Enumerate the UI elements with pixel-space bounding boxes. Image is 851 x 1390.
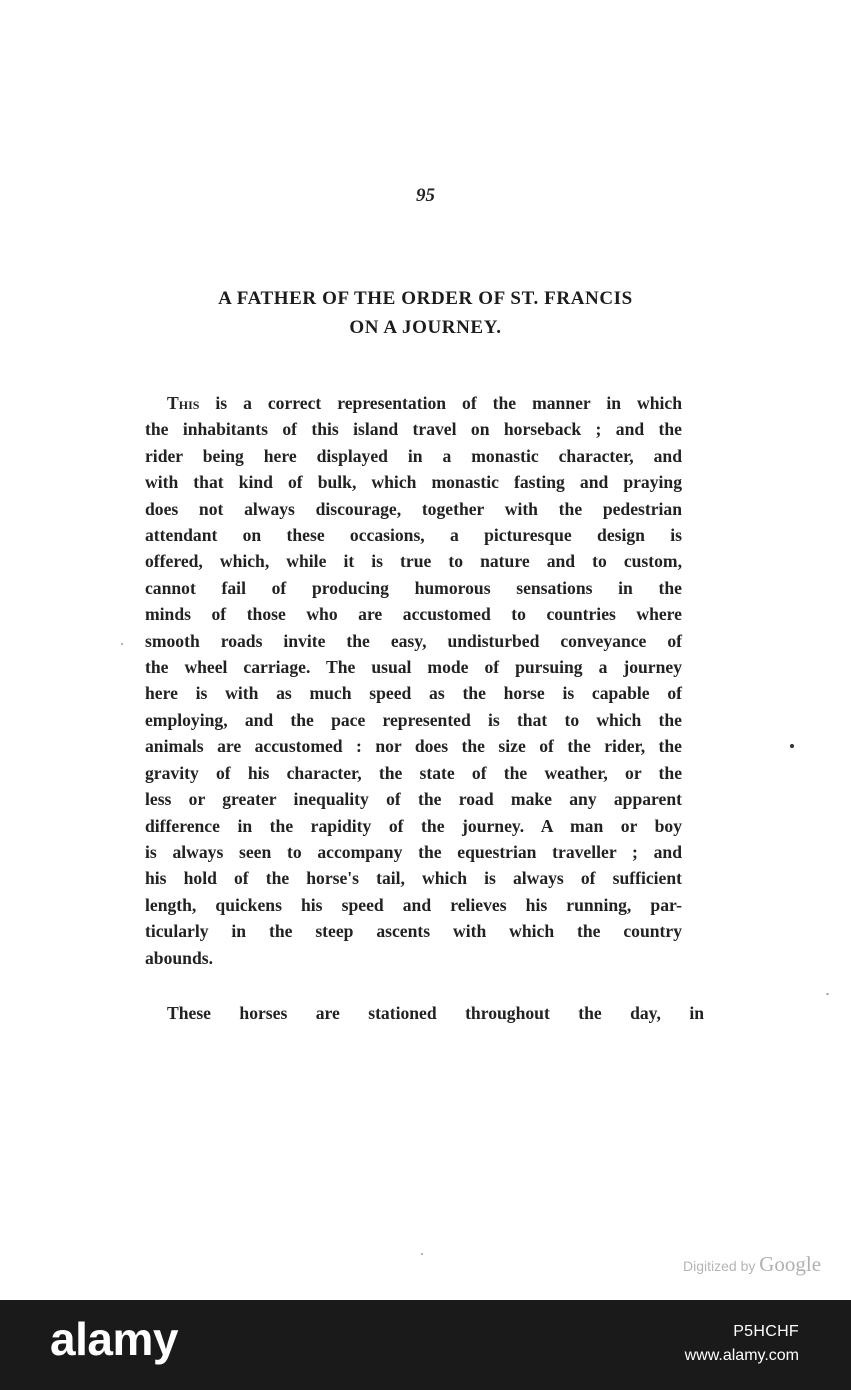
chapter-title <box>120 284 731 342</box>
text-line: abounds. <box>145 947 213 968</box>
text-line: length, quickens his speed and relieves his running, par- <box>145 894 682 915</box>
text-line: difference in the rapidity of the journey. A man or boy <box>145 815 682 836</box>
text-line: animals are accustomed : nor does the size of the rider, the <box>145 736 682 757</box>
alamy-logo: alamy <box>50 1313 178 1365</box>
paragraph-1 <box>145 390 682 971</box>
text-line: less or greater inequality of the road make any apparent <box>145 789 682 810</box>
text-line: minds of those who are accustomed to countries where <box>145 604 682 625</box>
text-line: with that kind of bulk, which monastic fasting and praying <box>145 472 682 493</box>
text-line-content: is a correct representation of the manner in which <box>199 393 682 413</box>
scan-speck <box>826 993 829 995</box>
text-line: is always seen to accompany the equestrian traveller ; and <box>145 841 682 862</box>
text-line: employing, and the pace represented is that to which the <box>145 709 682 730</box>
scan-speck <box>121 643 123 645</box>
scan-speck <box>790 744 794 748</box>
google-wordmark: Google <box>759 1252 822 1276</box>
image-id: P5HCHF <box>733 1323 799 1340</box>
text-line: the inhabitants of this island travel on horseback ; and the <box>145 419 682 440</box>
text-line: ticularly in the steep ascents with which the country <box>145 921 682 942</box>
text-line: does not always discourage, together with the pedestrian <box>145 498 682 519</box>
page-number: 95 <box>416 185 435 206</box>
drop-word: This <box>167 393 200 413</box>
paragraph-2: These horses are stationed throughout the day, in <box>167 1003 704 1023</box>
text-line: rider being here displayed in a monastic character, and <box>145 445 682 466</box>
chapter-title-line-1: A FATHER OF THE ORDER OF ST. FRANCIS <box>218 288 633 309</box>
digitized-label: Digitized by <box>683 1258 756 1274</box>
chapter-title-line-2: ON A JOURNEY. <box>349 317 502 338</box>
text-line: gravity of his character, the state of the weather, or the <box>145 762 682 783</box>
text-line: the wheel carriage. The usual mode of pursuing a journey <box>145 657 682 678</box>
text-line: offered, which, while it is true to nature and to custom, <box>145 551 682 572</box>
site-url: www.alamy.com <box>684 1347 799 1364</box>
text-line: attendant on these occasions, a picturesque design is <box>145 525 682 546</box>
scan-speck <box>421 1253 423 1255</box>
text-line: cannot fail of producing humorous sensations in the <box>145 577 682 598</box>
text-line: here is with as much speed as the horse is capable of <box>145 683 682 704</box>
text-line <box>167 390 682 416</box>
text-line: his hold of the horse's tail, which is always of sufficient <box>145 868 682 889</box>
text-line: smooth roads invite the easy, undisturbed conveyance of <box>145 630 682 651</box>
digitized-watermark <box>683 1252 821 1277</box>
